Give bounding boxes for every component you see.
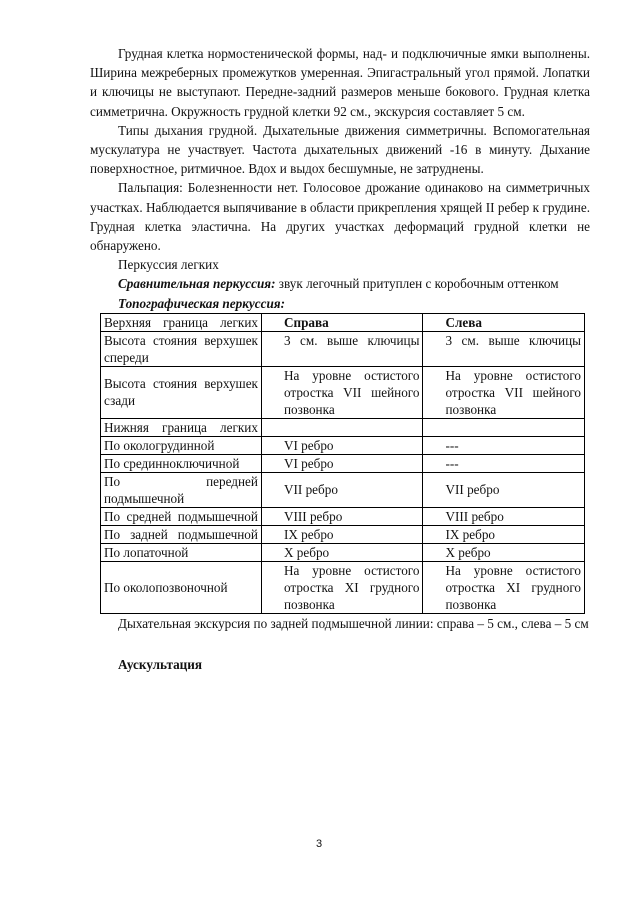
comparative-percussion-paragraph: [90, 274, 590, 293]
table-row: [101, 454, 585, 472]
respiratory-excursion-paragraph: Дыхательная экскурсия по задней подмышечной линии: справа – 5 см., слева – 5 см: [118, 615, 589, 631]
table-cell: X ребро: [261, 543, 423, 561]
table-row: [101, 331, 585, 366]
table-cell: 3 см. выше ключицы: [261, 331, 423, 366]
table-row: [101, 366, 585, 418]
topographic-percussion-heading: [90, 294, 590, 313]
table-row: [101, 507, 585, 525]
table-cell: 3 см. выше ключицы: [423, 331, 585, 366]
table-header-cell: Слева: [423, 313, 585, 331]
page-number: 3: [315, 838, 323, 850]
table-cell: По передней подмышечной: [101, 472, 262, 507]
table-cell: По задней подмышечной: [101, 525, 262, 543]
table-cell: Высота стояния верхушек сзади: [101, 366, 262, 418]
table-cell: По окологрудинной: [101, 436, 262, 454]
table-cell: IX ребро: [261, 525, 423, 543]
table-cell: На уровне остистого отростка VII шейного позвонка: [423, 366, 585, 418]
table-cell: X ребро: [423, 543, 585, 561]
palpation-paragraph: Пальпация: Болезненности нет. Голосовое дрожание одинаково на симметричных участках. Наблюдается выпячивание в области прикрепления хрящей II ребер к грудине. Грудная клетка эластична. На других участках деформаций грудной клетки не обнаружено.: [90, 180, 590, 254]
table-cell: [423, 418, 585, 436]
table-cell: [261, 418, 423, 436]
table-cell: На уровне остистого отростка XI грудного позвонка: [423, 561, 585, 613]
table-cell: IX ребро: [423, 525, 585, 543]
table-cell: По срединноключичной: [101, 454, 262, 472]
table-header-row: [101, 313, 585, 331]
table-header-cell: Справа: [261, 313, 423, 331]
table-cell: VII ребро: [261, 472, 423, 507]
chest-inspection-paragraph: Грудная клетка нормостенической формы, над- и подключичные ямки выполнены. Ширина межреберных промежутков умеренная. Эпигастральный угол прямой. Лопатки и ключицы не выступают. Передне-задний размеров меньше бокового. Грудная клетка симметрична. Окружность грудной клетки 92 см., экскурсия составляет 5 см.: [90, 46, 590, 119]
breathing-paragraph: Типы дыхания грудной. Дыхательные движения симметричны. Вспомогательная мускулатура не участвует. Частота дыхательных движений -16 в минуту. Дыхание поверхностное, ритмичное. Вдох и выдох бесшумные, не затруднены.: [90, 122, 590, 177]
table-cell: VI ребро: [261, 454, 423, 472]
table-cell: ---: [423, 454, 585, 472]
table-row: [101, 525, 585, 543]
table-cell: VIII ребро: [423, 507, 585, 525]
table-cell: VII ребро: [423, 472, 585, 507]
document-page: [90, 44, 590, 674]
table-row: [101, 561, 585, 613]
spacer: [90, 633, 590, 655]
comparative-percussion-label: Сравнительная перкуссия:: [118, 276, 276, 292]
table-row: [101, 436, 585, 454]
table-cell: На уровне остистого отростка XI грудного позвонка: [261, 561, 423, 613]
table-cell: VIII ребро: [261, 507, 423, 525]
table-header-cell: Верхняя граница легких: [101, 313, 262, 331]
comparative-percussion-text: звук легочный притуплен с коробочным оттенком: [275, 276, 559, 292]
table-row: [101, 472, 585, 507]
table-cell: На уровне остистого отростка VII шейного позвонка: [261, 366, 423, 418]
topographic-percussion-label: Топографическая перкуссия:: [118, 295, 285, 311]
percussion-heading: Перкуссия легких: [118, 257, 219, 273]
table-cell: По средней подмышечной: [101, 507, 262, 525]
table-cell: По околопозвоночной: [101, 561, 262, 613]
table-row: [101, 418, 585, 436]
table-cell: VI ребро: [261, 436, 423, 454]
table-cell: По лопаточной: [101, 543, 262, 561]
table-cell: Высота стояния верхушек спереди: [101, 331, 262, 366]
auscultation-heading: Аускультация: [118, 657, 203, 673]
table-cell: ---: [423, 436, 585, 454]
table-cell: Нижняя граница легких: [101, 418, 262, 436]
table-row: [101, 543, 585, 561]
percussion-table: [100, 313, 585, 614]
